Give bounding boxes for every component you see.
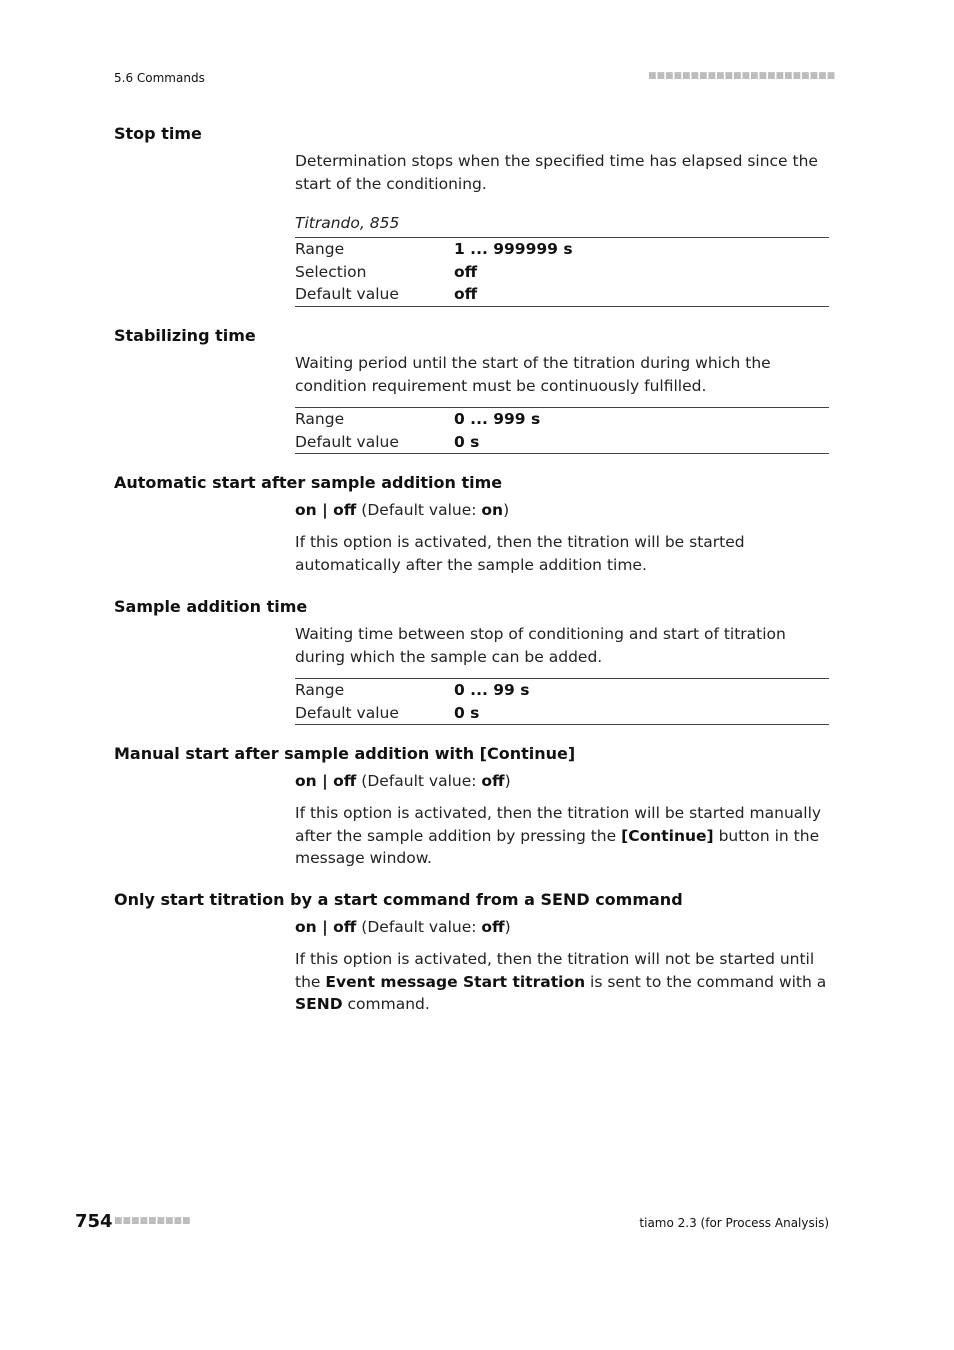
product-name: tiamo 2.3 (for Process Analysis) <box>639 1216 829 1230</box>
default-close: ) <box>503 501 510 519</box>
section-title-send-start: Only start titration by a start command from a SEND command <box>114 890 683 909</box>
running-header-section: 5.6 Commands <box>114 71 205 85</box>
default-value: on <box>481 501 504 519</box>
row-key: Range <box>295 681 345 699</box>
option-separator: | <box>316 501 334 519</box>
table-row <box>295 238 829 261</box>
stabilizing-time-table <box>295 407 829 454</box>
header-decoration: ■■■■■■■■■■■■■■■■■■■■■■ <box>648 71 836 81</box>
page-number: 754 <box>75 1211 113 1232</box>
row-value: off <box>454 285 478 303</box>
footer-decoration: ■■■■■■■■■ <box>114 1216 191 1226</box>
desc-part: If this option is activated, then the titration will be started manually after the sample addition by pressing the <box>295 804 822 845</box>
row-key: Default value <box>295 703 399 722</box>
table-row <box>295 679 829 702</box>
row-key: Range <box>295 240 345 258</box>
section-title-manual-start: Manual start after sample addition with [Continue] <box>114 744 576 763</box>
event-message-reference: Event message Start titration <box>325 972 586 991</box>
manual-start-options <box>295 770 835 793</box>
option-off: off <box>333 772 357 790</box>
section-title-automatic-start: Automatic start after sample addition time <box>114 473 503 492</box>
option-on: on <box>295 918 317 936</box>
stop-time-table <box>295 237 829 307</box>
default-value: off <box>481 918 505 936</box>
default-close: ) <box>504 772 511 790</box>
option-separator: | <box>316 918 334 936</box>
default-value: off <box>481 772 505 790</box>
option-separator: | <box>316 772 334 790</box>
desc-part: If this option is activated, then the titration will not be started until the <box>295 950 815 991</box>
section-title-stabilizing-time: Stabilizing time <box>114 326 256 345</box>
stop-time-table-caption: Titrando, 855 <box>295 214 400 232</box>
sample-addition-time-description: Waiting time between stop of conditioning and start of titration during which the sample can be added. <box>295 625 786 666</box>
stabilizing-time-description: Waiting period until the start of the titration during which the condition requirement must be continuously fulfilled. <box>295 354 771 395</box>
desc-part: button in the message window. <box>295 826 820 867</box>
table-row <box>295 261 829 284</box>
row-value: off <box>454 262 478 281</box>
row-value: 0 ... 99 s <box>454 681 530 699</box>
continue-button-reference: [Continue] <box>621 826 714 845</box>
row-key: Range <box>295 410 345 428</box>
row-key: Selection <box>295 262 367 281</box>
automatic-start-description: If this option is activated, then the titration will be started automatically after the sample addition time. <box>295 533 745 574</box>
section-title-stop-time: Stop time <box>114 124 202 143</box>
row-key: Default value <box>295 285 399 303</box>
option-off: off <box>333 501 357 519</box>
default-close: ) <box>504 918 511 936</box>
table-row <box>295 431 829 454</box>
row-value: 1 ... 999999 s <box>454 240 573 258</box>
table-row <box>295 408 829 431</box>
row-value: 0 s <box>454 703 480 722</box>
default-prefix: (Default value: <box>356 772 482 790</box>
send-start-options <box>295 916 835 939</box>
row-value: 0 ... 999 s <box>454 410 541 428</box>
manual-start-description <box>295 802 835 870</box>
row-key: Default value <box>295 432 399 451</box>
desc-part: is sent to the command with a <box>585 972 827 991</box>
table-row <box>295 702 829 725</box>
default-prefix: (Default value: <box>356 918 482 936</box>
automatic-start-options <box>295 499 835 522</box>
send-start-description <box>295 948 835 1016</box>
desc-part: command. <box>342 995 430 1013</box>
default-prefix: (Default value: <box>356 501 482 519</box>
section-title-sample-addition-time: Sample addition time <box>114 597 308 616</box>
stop-time-description: Determination stops when the specified time has elapsed since the start of the conditioning. <box>295 152 818 193</box>
sample-addition-time-table <box>295 678 829 725</box>
option-off: off <box>333 918 357 936</box>
option-on: on <box>295 501 317 519</box>
table-row <box>295 283 829 306</box>
option-on: on <box>295 772 317 790</box>
row-value: 0 s <box>454 432 480 451</box>
send-command-reference: SEND <box>295 995 343 1013</box>
